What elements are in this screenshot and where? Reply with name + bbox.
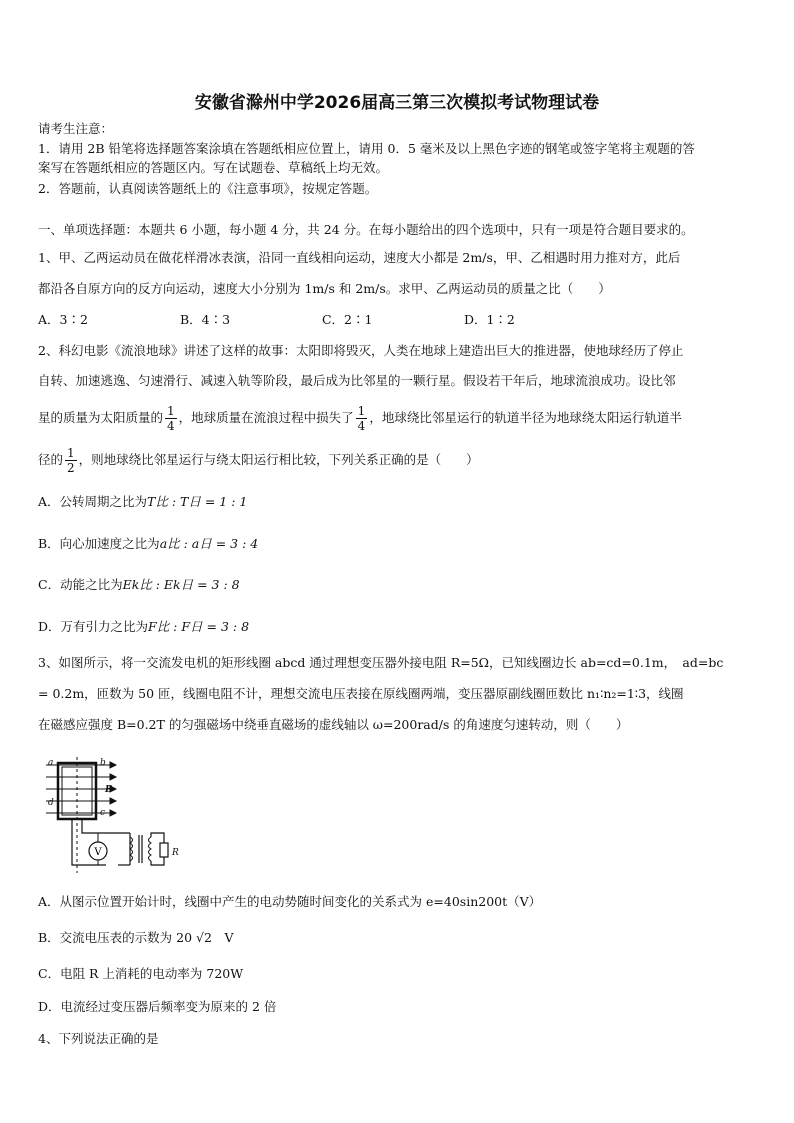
- q2-option-c: [38, 576, 758, 594]
- q2-option-b: [38, 535, 758, 553]
- q1-options: [38, 311, 758, 329]
- label-a: a: [48, 758, 54, 768]
- q2-option-a: [38, 493, 758, 511]
- q1-option-a: A．3∶2: [38, 312, 88, 327]
- q2-option-a-text: A．公转周期之比为: [38, 494, 148, 509]
- q2-option-b-text: B．向心加速度之比为: [38, 536, 160, 551]
- q3-option-b: B．交流电压表的示数为 20 √2 V: [38, 930, 234, 945]
- q1-option-c: C．2∶1: [321, 312, 373, 327]
- q2-option-d-expr: F比 : F日 = 3 : 8: [148, 619, 250, 634]
- q2-option-d-text: D．万有引力之比为: [38, 619, 149, 634]
- q2-line4: [38, 442, 758, 478]
- notice-item2: 2．答题前，认真阅读答题纸上的《注意事项》，按规定答题。: [38, 181, 378, 196]
- fraction-numerator: 1: [67, 446, 75, 460]
- q3-line3: 在磁感应强度 B=0.2T 的匀强磁场中绕垂直磁场的虚线轴以 ω=200rad/s 的角速度匀速转动，则（ ）: [38, 717, 629, 732]
- q3-option-a: A．从图示位置开始计时，线圈中产生的电动势随时间变化的关系式为 e=40sin200t（V）: [38, 894, 542, 909]
- section1-heading: 一、单项选择题：本题共 6 小题，每小题 4 分，共 24 分。在每小题给出的四个选项中，只有一项是符合题目要求的。: [38, 222, 694, 237]
- label-b: b: [100, 758, 106, 768]
- q2-line3: [38, 400, 758, 436]
- q2-line3-part3: ，地球绕比邻星运行的轨道半径为地球绕太阳运行轨道半: [369, 410, 682, 425]
- label-R: R: [172, 848, 179, 858]
- notice-item1-line2: 案写在答题纸相应的答题区内。写在试题卷、草稿纸上均无效。: [38, 160, 389, 175]
- q3-option-c: C．电阻 R 上消耗的电动率为 720W: [38, 966, 244, 981]
- notice-item1-line1: 1．请用 2B 铅笔将选择题答案涂填在答题纸相应位置上，请用 0．5 毫米及以上黑色字迹的钢笔或签字笔将主观题的答: [38, 141, 695, 156]
- notice-heading: 请考生注意：: [38, 121, 114, 136]
- q2-option-d: [38, 618, 758, 636]
- q2-option-c-text: C．动能之比为: [38, 577, 123, 592]
- generator-transformer-diagram: [40, 755, 190, 875]
- fraction-half: [65, 446, 77, 475]
- q3-line2: = 0.2m，匝数为 50 匝，线圈电阻不计，理想交流电压表接在原线圈两端，变压器原副线圈匝数比 n₁∶n₂=1∶3，线圈: [38, 686, 684, 701]
- fraction-denominator: 2: [67, 461, 75, 475]
- q2-option-b-expr: a比 : a日 = 3 : 4: [159, 536, 259, 551]
- q1-option-d: D．1∶2: [463, 312, 515, 327]
- q2-line3-part1: 星的质量为太阳质量的: [38, 410, 164, 425]
- q2-line4-part2: ，则地球绕比邻星运行与绕太阳运行相比较，下列关系正确的是（ ）: [78, 452, 479, 467]
- fraction-numerator: 1: [357, 404, 366, 418]
- q1-option-b: B．4∶3: [179, 312, 231, 327]
- fraction-numerator: 1: [167, 404, 175, 418]
- q2-option-c-expr: Ek比 : Ek日 = 3 : 8: [122, 577, 240, 592]
- label-B: B: [105, 785, 113, 795]
- label-c: c: [100, 808, 106, 818]
- q4-line1: 4、下列说法正确的是: [38, 1031, 159, 1046]
- q2-line2: 自转、加速逃逸、匀速滑行、减速入轨等阶段，最后成为比邻星的一颗行星。假设若干年后，地球流浪成功。设比邻: [38, 373, 676, 388]
- label-d: d: [48, 798, 54, 808]
- q1-line2: 都沿各自原方向的反方向运动，速度大小分别为 1m/s 和 2m/s。求甲、乙两运动员的质量之比（ ）: [38, 281, 611, 296]
- fraction-quarter-1: [165, 404, 177, 433]
- voltmeter-label: V: [94, 847, 102, 858]
- q2-line1: 2、科幻电影《流浪地球》讲述了这样的故事：太阳即将毁灭，人类在地球上建造出巨大的推进器，使地球经历了停止: [38, 343, 684, 358]
- fraction-denominator: 4: [357, 419, 366, 433]
- q3-line1: 3、如图所示，将一交流发电机的矩形线圈 abcd 通过理想变压器外接电阻 R=5Ω，已知线圈边长 ab=cd=0.1m， ad=bc: [38, 655, 724, 670]
- q1-line1: 1、甲、乙两运动员在做花样滑冰表演，沿同一直线相向运动，速度大小都是 2m/s，甲、乙相遇时用力推对方，此后: [38, 250, 681, 265]
- q2-line4-part1: 径的: [38, 452, 64, 467]
- q2-option-a-expr: T比 : T日 = 1 : 1: [147, 494, 248, 509]
- fraction-denominator: 4: [167, 419, 175, 433]
- page-title: 安徽省滁州中学2026届高三第三次模拟考试物理试卷: [194, 93, 600, 113]
- fraction-quarter-2: [356, 404, 368, 433]
- q3-option-d: D．电流经过变压器后频率变为原来的 2 倍: [38, 999, 277, 1014]
- q2-line3-part2: ，地球质量在流浪过程中损失了: [178, 410, 354, 425]
